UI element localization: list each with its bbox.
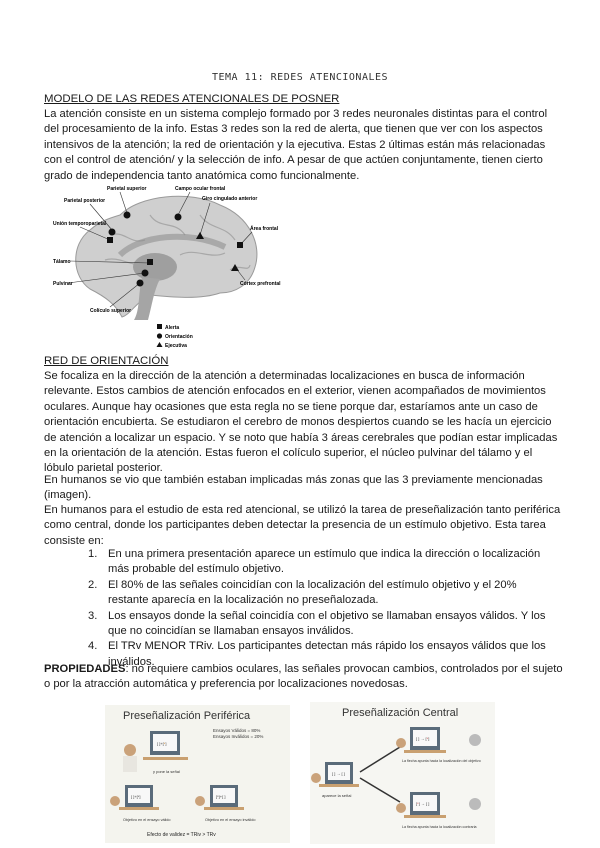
- central-title: Preseñalización Central: [342, 707, 459, 719]
- label-talamo: Tálamo: [53, 259, 71, 265]
- paragraph-orientacion-3: En humanos para el estudio de esta red atencional, se utilizó la tarea de preseñalización tanto periférica como central, donde los participantes deben detectar la presencia de un estímulo objetivo. Esta tarea consiste en:: [44, 504, 561, 547]
- paragraph-orientacion-2: En humanos se vio que también estaban implicadas más zonas que las 3 previamente mencionadas (imagen).: [44, 474, 543, 502]
- legend-circle-icon: [157, 333, 162, 338]
- central-caption-valid: La flecha apunta hacia la localización del objetivo: [402, 759, 481, 763]
- peripheral-caption-invalid: Objetivo en el ensayo inválido: [205, 818, 256, 822]
- central-caption-invalid: La flecha apunta hacia la localización contraria: [402, 825, 477, 829]
- legend-triangle-icon: [157, 342, 163, 347]
- marker-alert-frontal: [237, 242, 243, 248]
- peripheral-valid-note: Ensayos Válidos = 80%: [213, 728, 261, 733]
- marker-alert-temporoparietal: [107, 237, 113, 243]
- paragraph-orientacion-1: Se focaliza en la dirección de la atención a determinadas localizaciones en busca de información relevante. Estos cambios de atención enfocados en el exterior, vienen acompañados de movimientos oculares. Aunque hay ocasiones que esta regla no se tiene porque dar, estaríamos ante un caso de orientación encubierta. Se estudiaron el cerebro de monos despiertos cuando se les hacía un ejercicio de atención a localizar un espacio. Y se noto que había 3 áreas cerebrales que podían estar implicadas en la orientación de la atención. Estas fueron el colículo superior, el núcleo pulvinar del tálamo y el lóbulo parietal posterior.: [44, 370, 558, 475]
- marker-orientation-coliculo: [137, 280, 144, 287]
- list-item: 4. El TRv MENOR TRiv. Los participantes detectan más rápido los ensayos válidos que los inválidos.: [88, 640, 546, 668]
- label-parietal-superior: Parietal superior: [107, 186, 147, 192]
- marker-alert-thalamus: [147, 259, 153, 265]
- propiedades-label: PROPIEDADES: [44, 663, 126, 675]
- brain-diagram: [50, 185, 281, 350]
- section-heading-posner: MODELO DE LAS REDES ATENCIONALES DE POSNER: [44, 93, 340, 105]
- svg-text:[ ]+[*]: [ ]+[*]: [157, 741, 167, 746]
- label-parietal-posterior: Parietal posterior: [64, 198, 106, 204]
- list-item: 2. El 80% de las señales coincidían con la localización del estímulo objetivo y el 20% restante aparecía en la localización no preseñalozada.: [88, 578, 517, 607]
- label-coliculo-superior: Colículo superior: [90, 308, 132, 314]
- document-title: TEMA 11: REDES ATENCIONALES: [211, 72, 389, 83]
- peripheral-title: Preseñalización Periférica: [123, 710, 251, 722]
- brain-thalamus: [133, 253, 177, 281]
- label-union-temporoparietal: Unión temporoparietal: [53, 221, 107, 227]
- procedure-list: [88, 547, 558, 670]
- section-heading-orientacion: RED DE ORIENTACIÓN: [44, 355, 169, 367]
- marker-orientation-pulvinar: [142, 270, 149, 277]
- legend-square-icon: [157, 324, 162, 329]
- label-pulvinar: Pulvinar: [53, 281, 73, 287]
- svg-text:[*]+[ ]: [*]+[ ]: [216, 794, 226, 799]
- figure-central-cueing: [310, 702, 495, 844]
- svg-text:[*] → [ ]: [*] → [ ]: [416, 801, 430, 806]
- label-area-frontal: Área frontal: [250, 226, 279, 232]
- peripheral-caption-cue: y pone la señal: [153, 769, 180, 774]
- list-item: 1. En una primera presentación aparece un estímulo que indica la dirección o localización más probable del estímulo objetivo.: [88, 548, 541, 576]
- legend-alerta: Alerta: [165, 325, 180, 331]
- list-item: 3. Los ensayos donde la señal coincidía con el objetivo se llamaban ensayos válidos. Y los que no coincidían se llamaban ensayos inválidos.: [88, 609, 546, 638]
- paragraph-posner: La atención consiste en un sistema complejo formado por 3 redes neuronales distintas para el control del procesamiento de la info. Estas 3 redes son la red de alerta, que tienen que ver con los aspectos intensivos de la atención; la red de orientación y la ejecutiva. Estas 2 últimas están más relacionadas con el control de atención/ y la selección de info. A pesar de que actúen conjuntamente, tienen cierto grado de independencia tanto anatómica como funcionalmente.: [44, 108, 548, 182]
- label-campo-ocular: Campo ocular frontal: [175, 186, 226, 192]
- central-caption-cue: aparece la señal: [322, 793, 352, 798]
- peripheral-invalid-note: Ensayos Inválidos = 20%: [213, 734, 264, 739]
- label-corteza-prefrontal: Córtex prefrontal: [240, 281, 281, 287]
- legend-orientacion: Orientación: [165, 334, 193, 340]
- figure-peripheral-cueing: [105, 705, 290, 843]
- svg-text:[ ]+[*]: [ ]+[*]: [131, 794, 141, 799]
- svg-text:[ ] → [ ]: [ ] → [ ]: [332, 771, 345, 776]
- marker-orientation-campo-ocular: [175, 214, 182, 221]
- svg-text:[ ] → [*]: [ ] → [*]: [416, 736, 430, 741]
- paragraph-propiedades: PROPIEDADES: no requiere cambios oculares, las señales provocan cambios, controlados por el sujeto o por la atracción automática y preferencia por localizaciones novedosas.: [44, 663, 563, 691]
- label-giro-cingulado: Giro cingulado anterior: [202, 196, 258, 202]
- marker-orientation-parietal-superior: [124, 212, 131, 219]
- peripheral-validity-effect: Efecto de validez = TRiv > TRv: [147, 832, 216, 838]
- peripheral-caption-valid: Objetivo en el ensayo válido: [123, 818, 171, 822]
- marker-orientation-parietal-posterior: [109, 229, 116, 236]
- legend-ejecutiva: Ejecutiva: [165, 343, 187, 349]
